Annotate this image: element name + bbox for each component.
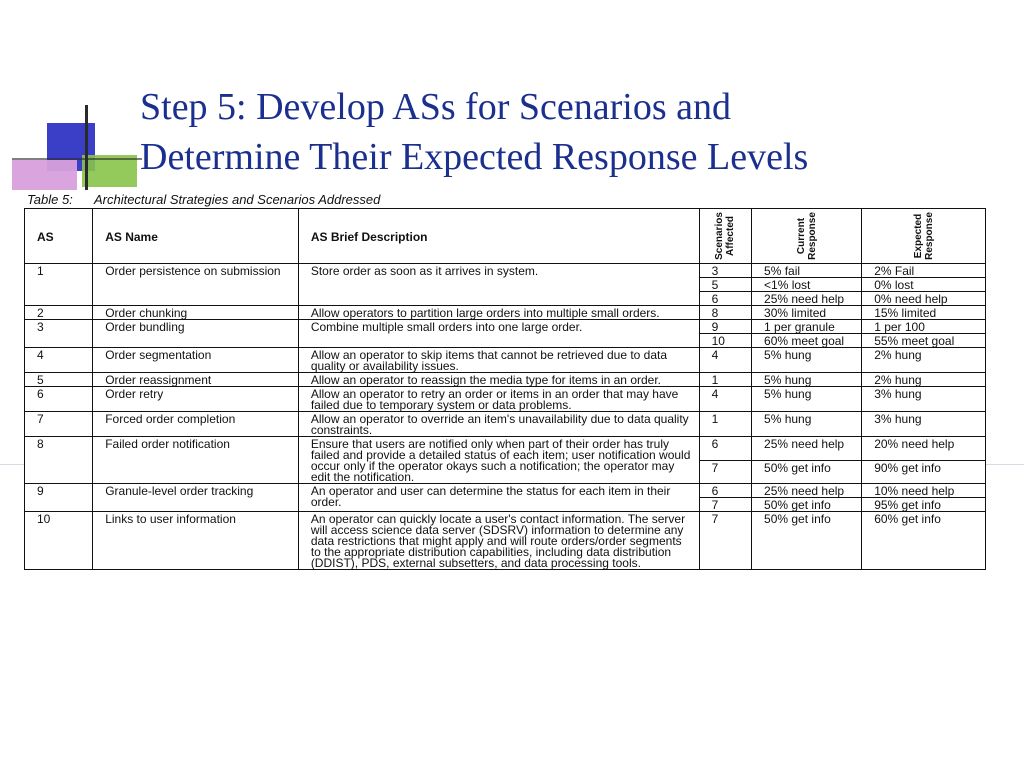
strategies-table-container bbox=[24, 208, 986, 768]
current-response-cell: 5% hung bbox=[752, 387, 862, 412]
table-header-row bbox=[25, 209, 986, 264]
scenario-cell: 1 bbox=[699, 373, 751, 387]
as-description-cell: Allow an operator to skip items that cannot be retrieved due to data quality or availability issues. bbox=[298, 348, 699, 373]
current-response-cell: 5% hung bbox=[752, 373, 862, 387]
as-name-cell: Order reassignment bbox=[93, 373, 299, 387]
expected-response-cell: 2% Fail bbox=[862, 264, 986, 278]
current-response-cell: <1% lost bbox=[752, 278, 862, 292]
current-response-cell: 1 per granule bbox=[752, 320, 862, 334]
expected-response-cell: 3% hung bbox=[862, 387, 986, 412]
scenario-cell: 6 bbox=[699, 437, 751, 461]
table-caption: Table 5: Architectural Strategies and Scenarios Addressed bbox=[27, 192, 381, 207]
as-number-cell: 8 bbox=[25, 437, 93, 484]
expected-response-cell: 1 per 100 bbox=[862, 320, 986, 334]
vertical-line-decoration bbox=[85, 105, 88, 190]
expected-response-cell: 2% hung bbox=[862, 373, 986, 387]
scenario-cell: 3 bbox=[699, 264, 751, 278]
expected-response-cell: 60% get info bbox=[862, 512, 986, 570]
table-row bbox=[25, 373, 986, 387]
table-row bbox=[25, 306, 986, 320]
current-response-cell: 5% fail bbox=[752, 264, 862, 278]
scenario-cell: 9 bbox=[699, 320, 751, 334]
pink-square-decoration bbox=[12, 160, 77, 190]
header-as: AS bbox=[25, 209, 93, 264]
as-description-cell: Allow an operator to override an item's unavailability due to data quality constraints. bbox=[298, 412, 699, 437]
table-row bbox=[25, 320, 986, 334]
scenario-cell: 6 bbox=[699, 292, 751, 306]
current-response-cell: 60% meet goal bbox=[752, 334, 862, 348]
current-response-cell: 30% limited bbox=[752, 306, 862, 320]
current-response-cell: 25% need help bbox=[752, 292, 862, 306]
table-row bbox=[25, 512, 986, 570]
table-row bbox=[25, 484, 986, 498]
table-row bbox=[25, 437, 986, 461]
scenario-cell: 4 bbox=[699, 387, 751, 412]
as-number-cell: 3 bbox=[25, 320, 93, 348]
horizontal-line-decoration bbox=[12, 158, 142, 160]
as-description-cell: An operator can quickly locate a user's contact information. The server will access science data server (SDSRV) information to determine any data restrictions that might apply and will route orders/order segments to the appropriate distribution capabilities, including data distribution (DDIST), PDS, external subsetters, and data processing tools. bbox=[298, 512, 699, 570]
header-expected-response bbox=[862, 209, 986, 264]
table-row bbox=[25, 387, 986, 412]
header-expected-label: Expected Response bbox=[912, 212, 935, 260]
current-response-cell: 50% get info bbox=[752, 498, 862, 512]
as-number-cell: 10 bbox=[25, 512, 93, 570]
expected-response-cell: 20% need help bbox=[862, 437, 986, 461]
scenario-cell: 7 bbox=[699, 512, 751, 570]
as-name-cell: Order persistence on submission bbox=[93, 264, 299, 306]
expected-response-cell: 10% need help bbox=[862, 484, 986, 498]
as-name-cell: Order chunking bbox=[93, 306, 299, 320]
header-scenarios-label: Scenarios Affected bbox=[714, 212, 737, 260]
expected-response-cell: 95% get info bbox=[862, 498, 986, 512]
expected-response-cell: 2% hung bbox=[862, 348, 986, 373]
as-number-cell: 1 bbox=[25, 264, 93, 306]
expected-response-cell: 90% get info bbox=[862, 460, 986, 484]
header-as-name: AS Name bbox=[93, 209, 299, 264]
current-response-cell: 25% need help bbox=[752, 484, 862, 498]
slide-title-line-2: Determine Their Expected Response Levels bbox=[140, 136, 809, 178]
table-body bbox=[25, 264, 986, 570]
as-number-cell: 4 bbox=[25, 348, 93, 373]
as-description-cell: Store order as soon as it arrives in system. bbox=[298, 264, 699, 306]
as-number-cell: 5 bbox=[25, 373, 93, 387]
scenario-cell: 7 bbox=[699, 460, 751, 484]
as-description-cell: An operator and user can determine the status for each item in their order. bbox=[298, 484, 699, 512]
divider-line bbox=[986, 464, 1024, 465]
current-response-cell: 25% need help bbox=[752, 437, 862, 461]
scenario-cell: 6 bbox=[699, 484, 751, 498]
as-name-cell: Order bundling bbox=[93, 320, 299, 348]
as-name-cell: Failed order notification bbox=[93, 437, 299, 484]
as-name-cell: Order retry bbox=[93, 387, 299, 412]
scenario-cell: 1 bbox=[699, 412, 751, 437]
strategies-table bbox=[24, 208, 986, 570]
current-response-cell: 5% hung bbox=[752, 348, 862, 373]
scenario-cell: 7 bbox=[699, 498, 751, 512]
current-response-cell: 50% get info bbox=[752, 460, 862, 484]
scenario-cell: 4 bbox=[699, 348, 751, 373]
as-number-cell: 2 bbox=[25, 306, 93, 320]
divider-line bbox=[0, 464, 24, 465]
as-description-cell: Allow an operator to reassign the media type for items in an order. bbox=[298, 373, 699, 387]
as-number-cell: 9 bbox=[25, 484, 93, 512]
as-description-cell: Allow an operator to retry an order or items in an order that may have failed due to temporary system or data problems. bbox=[298, 387, 699, 412]
as-description-cell: Combine multiple small orders into one large order. bbox=[298, 320, 699, 348]
as-number-cell: 6 bbox=[25, 387, 93, 412]
scenario-cell: 10 bbox=[699, 334, 751, 348]
as-name-cell: Forced order completion bbox=[93, 412, 299, 437]
header-current-label: Current Response bbox=[795, 212, 818, 260]
slide-title-line-1: Step 5: Develop ASs for Scenarios and bbox=[140, 86, 732, 128]
expected-response-cell: 15% limited bbox=[862, 306, 986, 320]
header-current-response bbox=[752, 209, 862, 264]
table-row bbox=[25, 264, 986, 278]
as-description-cell: Allow operators to partition large orders into multiple small orders. bbox=[298, 306, 699, 320]
as-name-cell: Granule-level order tracking bbox=[93, 484, 299, 512]
scenario-cell: 8 bbox=[699, 306, 751, 320]
header-as-description: AS Brief Description bbox=[298, 209, 699, 264]
scenario-cell: 5 bbox=[699, 278, 751, 292]
header-scenarios-affected bbox=[699, 209, 751, 264]
as-description-cell: Ensure that users are notified only when part of their order has truly failed and provide a detailed status of each item; user notification would occur only if the operator okays such a notification; the operator may edit the notification. bbox=[298, 437, 699, 484]
slide-title bbox=[140, 82, 1000, 182]
expected-response-cell: 0% lost bbox=[862, 278, 986, 292]
current-response-cell: 50% get info bbox=[752, 512, 862, 570]
as-number-cell: 7 bbox=[25, 412, 93, 437]
expected-response-cell: 55% meet goal bbox=[862, 334, 986, 348]
expected-response-cell: 0% need help bbox=[862, 292, 986, 306]
expected-response-cell: 3% hung bbox=[862, 412, 986, 437]
table-row bbox=[25, 412, 986, 437]
slide-logo-squares bbox=[12, 105, 142, 190]
table-row bbox=[25, 348, 986, 373]
as-name-cell: Order segmentation bbox=[93, 348, 299, 373]
as-name-cell: Links to user information bbox=[93, 512, 299, 570]
current-response-cell: 5% hung bbox=[752, 412, 862, 437]
